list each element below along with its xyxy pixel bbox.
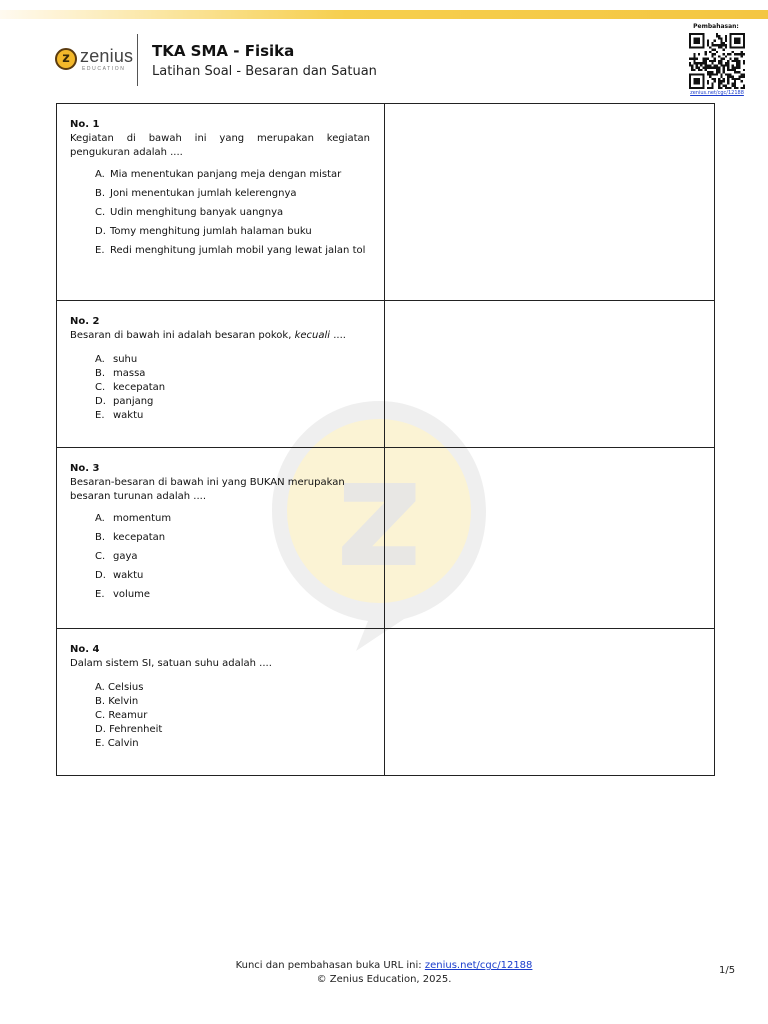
footer-key-line xyxy=(0,959,768,973)
question-number: No. 1 xyxy=(70,119,100,130)
svg-text:z: z xyxy=(335,427,423,601)
option-item xyxy=(95,244,370,258)
option-letter: E. xyxy=(95,738,105,749)
option-item xyxy=(95,588,370,602)
option-text: momentum xyxy=(113,513,172,524)
option-item xyxy=(95,569,370,583)
answer-cell xyxy=(385,448,715,629)
page-number: 1/5 xyxy=(719,965,736,976)
option-text: kecepatan xyxy=(113,382,166,393)
option-item xyxy=(95,187,370,201)
option-text: waktu xyxy=(113,570,144,581)
zenius-logo-icon xyxy=(55,48,77,70)
option-text: Udin menghitung banyak uangnya xyxy=(110,207,284,218)
option-letter: E. xyxy=(95,245,105,256)
option-list xyxy=(70,353,370,423)
option-letter: B. xyxy=(95,532,106,543)
question-text-part: .... xyxy=(330,330,346,341)
option-letter: B. xyxy=(95,188,106,199)
question-number: No. 3 xyxy=(70,463,100,474)
option-item xyxy=(95,723,370,737)
question-text-emphasis: kecuali xyxy=(294,330,331,341)
option-item xyxy=(95,381,370,395)
question-cell xyxy=(57,104,385,301)
question-text xyxy=(70,329,370,343)
option-item xyxy=(95,709,370,723)
option-letter: A. xyxy=(95,682,105,693)
footer xyxy=(0,959,768,987)
option-item xyxy=(95,353,370,367)
option-letter: D. xyxy=(95,396,106,407)
top-accent-bar xyxy=(0,10,768,19)
question-table xyxy=(56,103,715,776)
question-row xyxy=(57,629,715,776)
logo-wordmark: zenius xyxy=(80,46,134,66)
option-list xyxy=(70,168,370,258)
footer-key-text: Kunci dan pembahasan buka URL ini: xyxy=(235,960,425,971)
question-cell xyxy=(57,629,385,776)
option-letter: A. xyxy=(95,169,105,180)
header-divider xyxy=(137,34,138,86)
option-letter: E. xyxy=(95,410,105,421)
option-list xyxy=(70,512,370,602)
option-text: Tomy menghitung jumlah halaman buku xyxy=(110,226,312,237)
question-text-part: Besaran di bawah ini adalah besaran pokok, xyxy=(70,330,295,341)
option-list xyxy=(70,681,370,751)
qr-link[interactable]: zenius.net/cgc/12188 xyxy=(690,90,744,96)
answer-cell xyxy=(385,629,715,776)
answer-cell xyxy=(385,104,715,301)
option-text: Reamur xyxy=(108,710,148,721)
option-text: suhu xyxy=(113,354,138,365)
option-letter: B. xyxy=(95,368,106,379)
option-text: massa xyxy=(113,368,146,379)
option-letter: C. xyxy=(95,551,106,562)
option-text: kecepatan xyxy=(113,532,166,543)
logo-letter: z xyxy=(62,51,70,66)
option-letter: C. xyxy=(95,710,106,721)
option-item xyxy=(95,395,370,409)
option-text: gaya xyxy=(113,551,138,562)
option-text: panjang xyxy=(113,396,154,407)
option-letter: B. xyxy=(95,696,106,707)
question-text: Dalam sistem SI, satuan suhu adalah .... xyxy=(70,658,272,669)
question-row xyxy=(57,448,715,629)
footer-copyright: © Zenius Education, 2025. xyxy=(316,974,452,985)
option-text: Calvin xyxy=(107,738,139,749)
option-letter: A. xyxy=(95,354,105,365)
option-letter: A. xyxy=(95,513,105,524)
option-letter: D. xyxy=(95,226,106,237)
option-text: Fehrenheit xyxy=(109,724,163,735)
question-cell xyxy=(57,301,385,448)
question-number: No. 4 xyxy=(70,644,100,655)
footer-key-link[interactable]: zenius.net/cgc/12188 xyxy=(424,960,533,971)
question-cell xyxy=(57,448,385,629)
logo-tagline: EDUCATION xyxy=(82,66,126,72)
option-item xyxy=(95,168,370,182)
question-text: Besaran-besaran di bawah ini yang BUKAN merupakan besaran turunan adalah .... xyxy=(70,477,345,502)
option-item xyxy=(95,409,370,423)
question-row xyxy=(57,301,715,448)
question-row xyxy=(57,104,715,301)
option-item xyxy=(95,737,370,751)
option-letter: D. xyxy=(95,724,106,735)
option-text: Mia menentukan panjang meja dengan mistar xyxy=(110,169,342,180)
option-item xyxy=(95,225,370,239)
option-letter: C. xyxy=(95,207,106,218)
option-text: Kelvin xyxy=(108,696,139,707)
option-item xyxy=(95,206,370,220)
option-item xyxy=(95,681,370,695)
document-title: TKA SMA - Fisika xyxy=(152,42,295,60)
qr-code-icon[interactable] xyxy=(689,33,745,89)
option-text: Joni menentukan jumlah kelerengnya xyxy=(110,188,297,199)
option-letter: C. xyxy=(95,382,106,393)
question-text: Kegiatan di bawah ini yang merupakan kegiatan pengukuran adalah .... xyxy=(70,133,370,158)
zenius-logo xyxy=(55,45,135,77)
option-text: volume xyxy=(113,589,151,600)
option-item xyxy=(95,531,370,545)
option-text: Celsius xyxy=(108,682,144,693)
option-item xyxy=(95,695,370,709)
question-number: No. 2 xyxy=(70,316,100,327)
qr-label: Pembahasan: xyxy=(693,23,739,30)
option-text: waktu xyxy=(113,410,144,421)
option-item xyxy=(95,550,370,564)
option-item xyxy=(95,367,370,381)
document-subtitle: Latihan Soal - Besaran dan Satuan xyxy=(152,64,377,79)
option-item xyxy=(95,512,370,526)
option-text: Redi menghitung jumlah mobil yang lewat jalan tol xyxy=(110,245,366,256)
option-letter: E. xyxy=(95,589,105,600)
answer-cell xyxy=(385,301,715,448)
option-letter: D. xyxy=(95,570,106,581)
